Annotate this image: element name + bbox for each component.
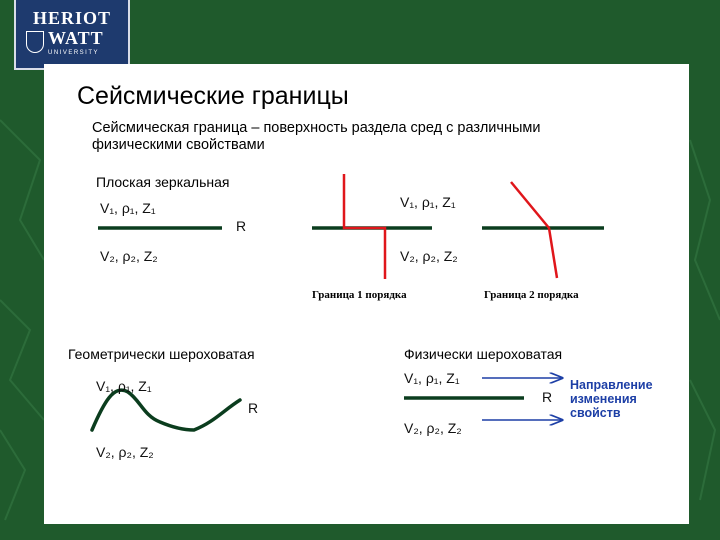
first-order-v2: V₂, ρ₂, Z₂ [400,248,458,264]
logo-line-2: WATT [48,28,104,48]
geom-rough-label: Геометрически шероховатая [68,346,255,362]
heriot-watt-logo [14,0,130,70]
logo-line-1: HERIOT [32,8,112,28]
phys-rough-v1: V₁, ρ₁, Z₁ [404,370,460,386]
logo-line-3: UNIVERSITY [48,50,100,56]
plane-label: Плоская зеркальная [96,174,230,190]
geom-rough-v2: V₂, ρ₂, Z₂ [96,444,154,460]
second-order-ray [511,182,557,278]
slide-panel [44,64,689,524]
first-order-v1: V₁, ρ₁, Z₁ [400,194,456,210]
slide-subtitle: Сейсмическая граница – поверхность раздела сред с различными физическими свойствами [92,120,541,153]
first-order-caption: Граница 1 порядка [312,289,407,301]
plane-v2: V₂, ρ₂, Z₂ [100,248,158,264]
crest-icon [26,31,44,53]
rough-boundary-curve [92,390,240,430]
plane-v1: V₁, ρ₁, Z₁ [100,200,156,216]
phys-rough-v2: V₂, ρ₂, Z₂ [404,420,462,436]
geom-rough-v1: V₁, ρ₁, Z₁ [96,378,152,394]
slide-title: Сейсмические границы [77,82,349,110]
geom-rough-r: R [248,400,259,416]
phys-rough-r: R [542,389,553,405]
plane-r: R [236,218,247,234]
second-order-caption: Граница 2 порядка [484,289,579,301]
direction-legend: Направление изменения свойств [570,378,653,420]
phys-rough-label: Физически шероховатая [404,346,563,362]
